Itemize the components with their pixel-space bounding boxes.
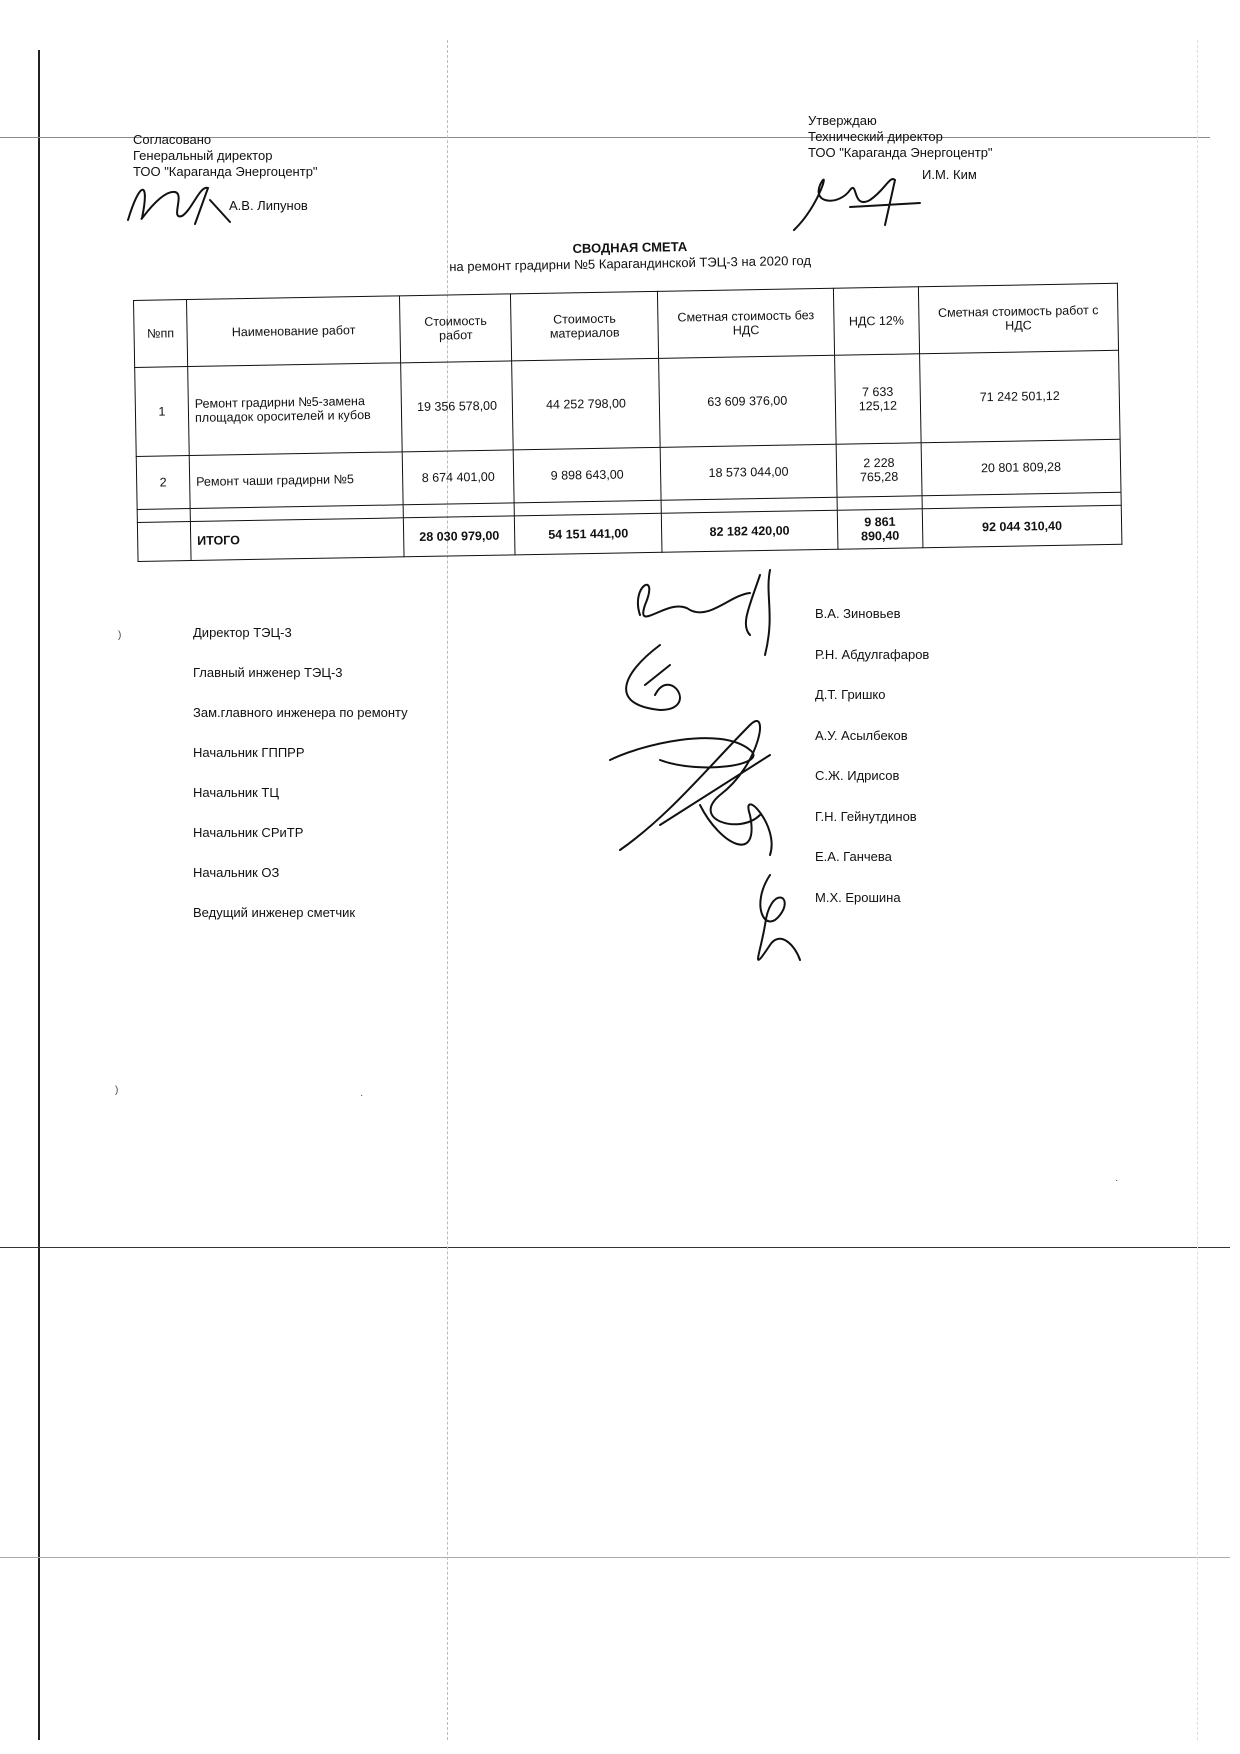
cell-num: 2 [136,456,190,510]
approval-left-heading: Согласовано [133,132,212,147]
cell-cost-no-vat: 18 573 044,00 [660,444,837,500]
total-cost-with-vat: 92 044 310,40 [922,505,1122,547]
approval-left-position: Генеральный директор [133,148,273,163]
table-row [135,350,1120,456]
cell-cost-with-vat: 20 801 809,28 [921,439,1121,495]
cell-vat: 7 633 125,12 [835,354,921,444]
total-cost-no-vat: 82 182 420,00 [661,510,838,552]
scan-speck: ) [115,1085,119,1096]
spacer-cell [137,509,190,523]
approval-right-signer: И.М. Ким [922,167,977,182]
total-vat: 9 861 890,40 [837,509,923,549]
scan-speck: ) [118,630,122,641]
header-material-cost: Стоимость материалов [511,291,659,361]
cell-material-cost: 44 252 798,00 [512,358,660,450]
approval-right-company: ТОО "Караганда Энергоцентр" [808,145,993,160]
cell-name: Ремонт чаши градирни №5 [189,452,403,509]
position-item: Главный инженер ТЭЦ-3 [193,665,343,680]
signatory-name: М.Х. Ерошина [815,889,901,905]
cell-cost-with-vat: 71 242 501,12 [919,350,1120,442]
total-label: ИТОГО [190,518,404,561]
signature-kim [790,165,930,235]
title-main: СВОДНАЯ СМЕТА [572,239,688,257]
cell-work-cost: 19 356 578,00 [401,361,514,452]
total-work-cost: 28 030 979,00 [403,516,515,557]
approval-left-signer: А.В. Липунов [229,198,308,213]
position-item: Зам.главного инженера по ремонту [193,705,408,720]
signature-cluster [600,565,840,985]
header-work-cost: Стоимость работ [399,294,511,363]
signatory-name: Р.Н. Абдулгафаров [815,646,930,662]
signatory-name: А.У. Асылбеков [815,727,908,743]
title-sub: на ремонт градирни №5 Карагандинской ТЭЦ-3 на 2020 год [449,252,812,275]
signatory-name: Г.Н. Гейнутдинов [815,808,917,824]
document-title [380,236,880,277]
signatory-name: В.А. Зиновьев [815,606,901,621]
approval-right-position: Технический директор [808,129,943,144]
header-cost-with-vat: Сметная стоимость работ с НДС [918,283,1118,353]
approval-left-company: ТОО "Караганда Энергоцентр" [133,164,318,179]
position-item: Начальник ГППРР [193,745,305,760]
scan-fold-line-middle [0,1247,1230,1248]
cell-material-cost: 9 898 643,00 [513,447,660,503]
total-material-cost: 54 151 441,00 [515,513,662,555]
signatory-name: С.Ж. Идрисов [815,768,900,783]
estimate-table [133,283,1122,562]
header-name: Наименование работ [187,296,401,367]
scan-dash-line-right [1197,40,1199,1740]
scan-speck: · [360,1090,364,1101]
signatory-name: Д.Т. Гришко [815,687,886,702]
position-item: Ведущий инженер сметчик [193,905,356,920]
scan-speck: · [1115,1175,1119,1186]
header-vat: НДС 12% [833,287,919,355]
signatory-positions [193,625,408,945]
position-item: Начальник ОЗ [193,865,280,880]
cell-cost-no-vat: 63 609 376,00 [658,355,836,447]
position-item: Директор ТЭЦ-3 [193,625,292,640]
total-num [137,522,191,562]
cell-name: Ремонт градирни №5-замена площадок оросителей и кубов [188,363,403,456]
scan-fold-line-bottom [0,1557,1230,1558]
approval-right-heading: Утверждаю [808,113,877,128]
signature-lipunov [120,180,240,230]
signatory-name: Е.А. Ганчева [815,849,892,864]
header-cost-no-vat: Сметная стоимость без НДС [657,288,834,358]
cell-vat: 2 228 765,28 [836,443,922,497]
position-item: Начальник ТЦ [193,785,279,800]
header-num: №пп [134,300,188,368]
cell-num: 1 [135,367,190,457]
cell-work-cost: 8 674 401,00 [402,450,514,505]
scan-margin-line [38,50,40,1740]
position-item: Начальник СРиТР [193,825,304,840]
